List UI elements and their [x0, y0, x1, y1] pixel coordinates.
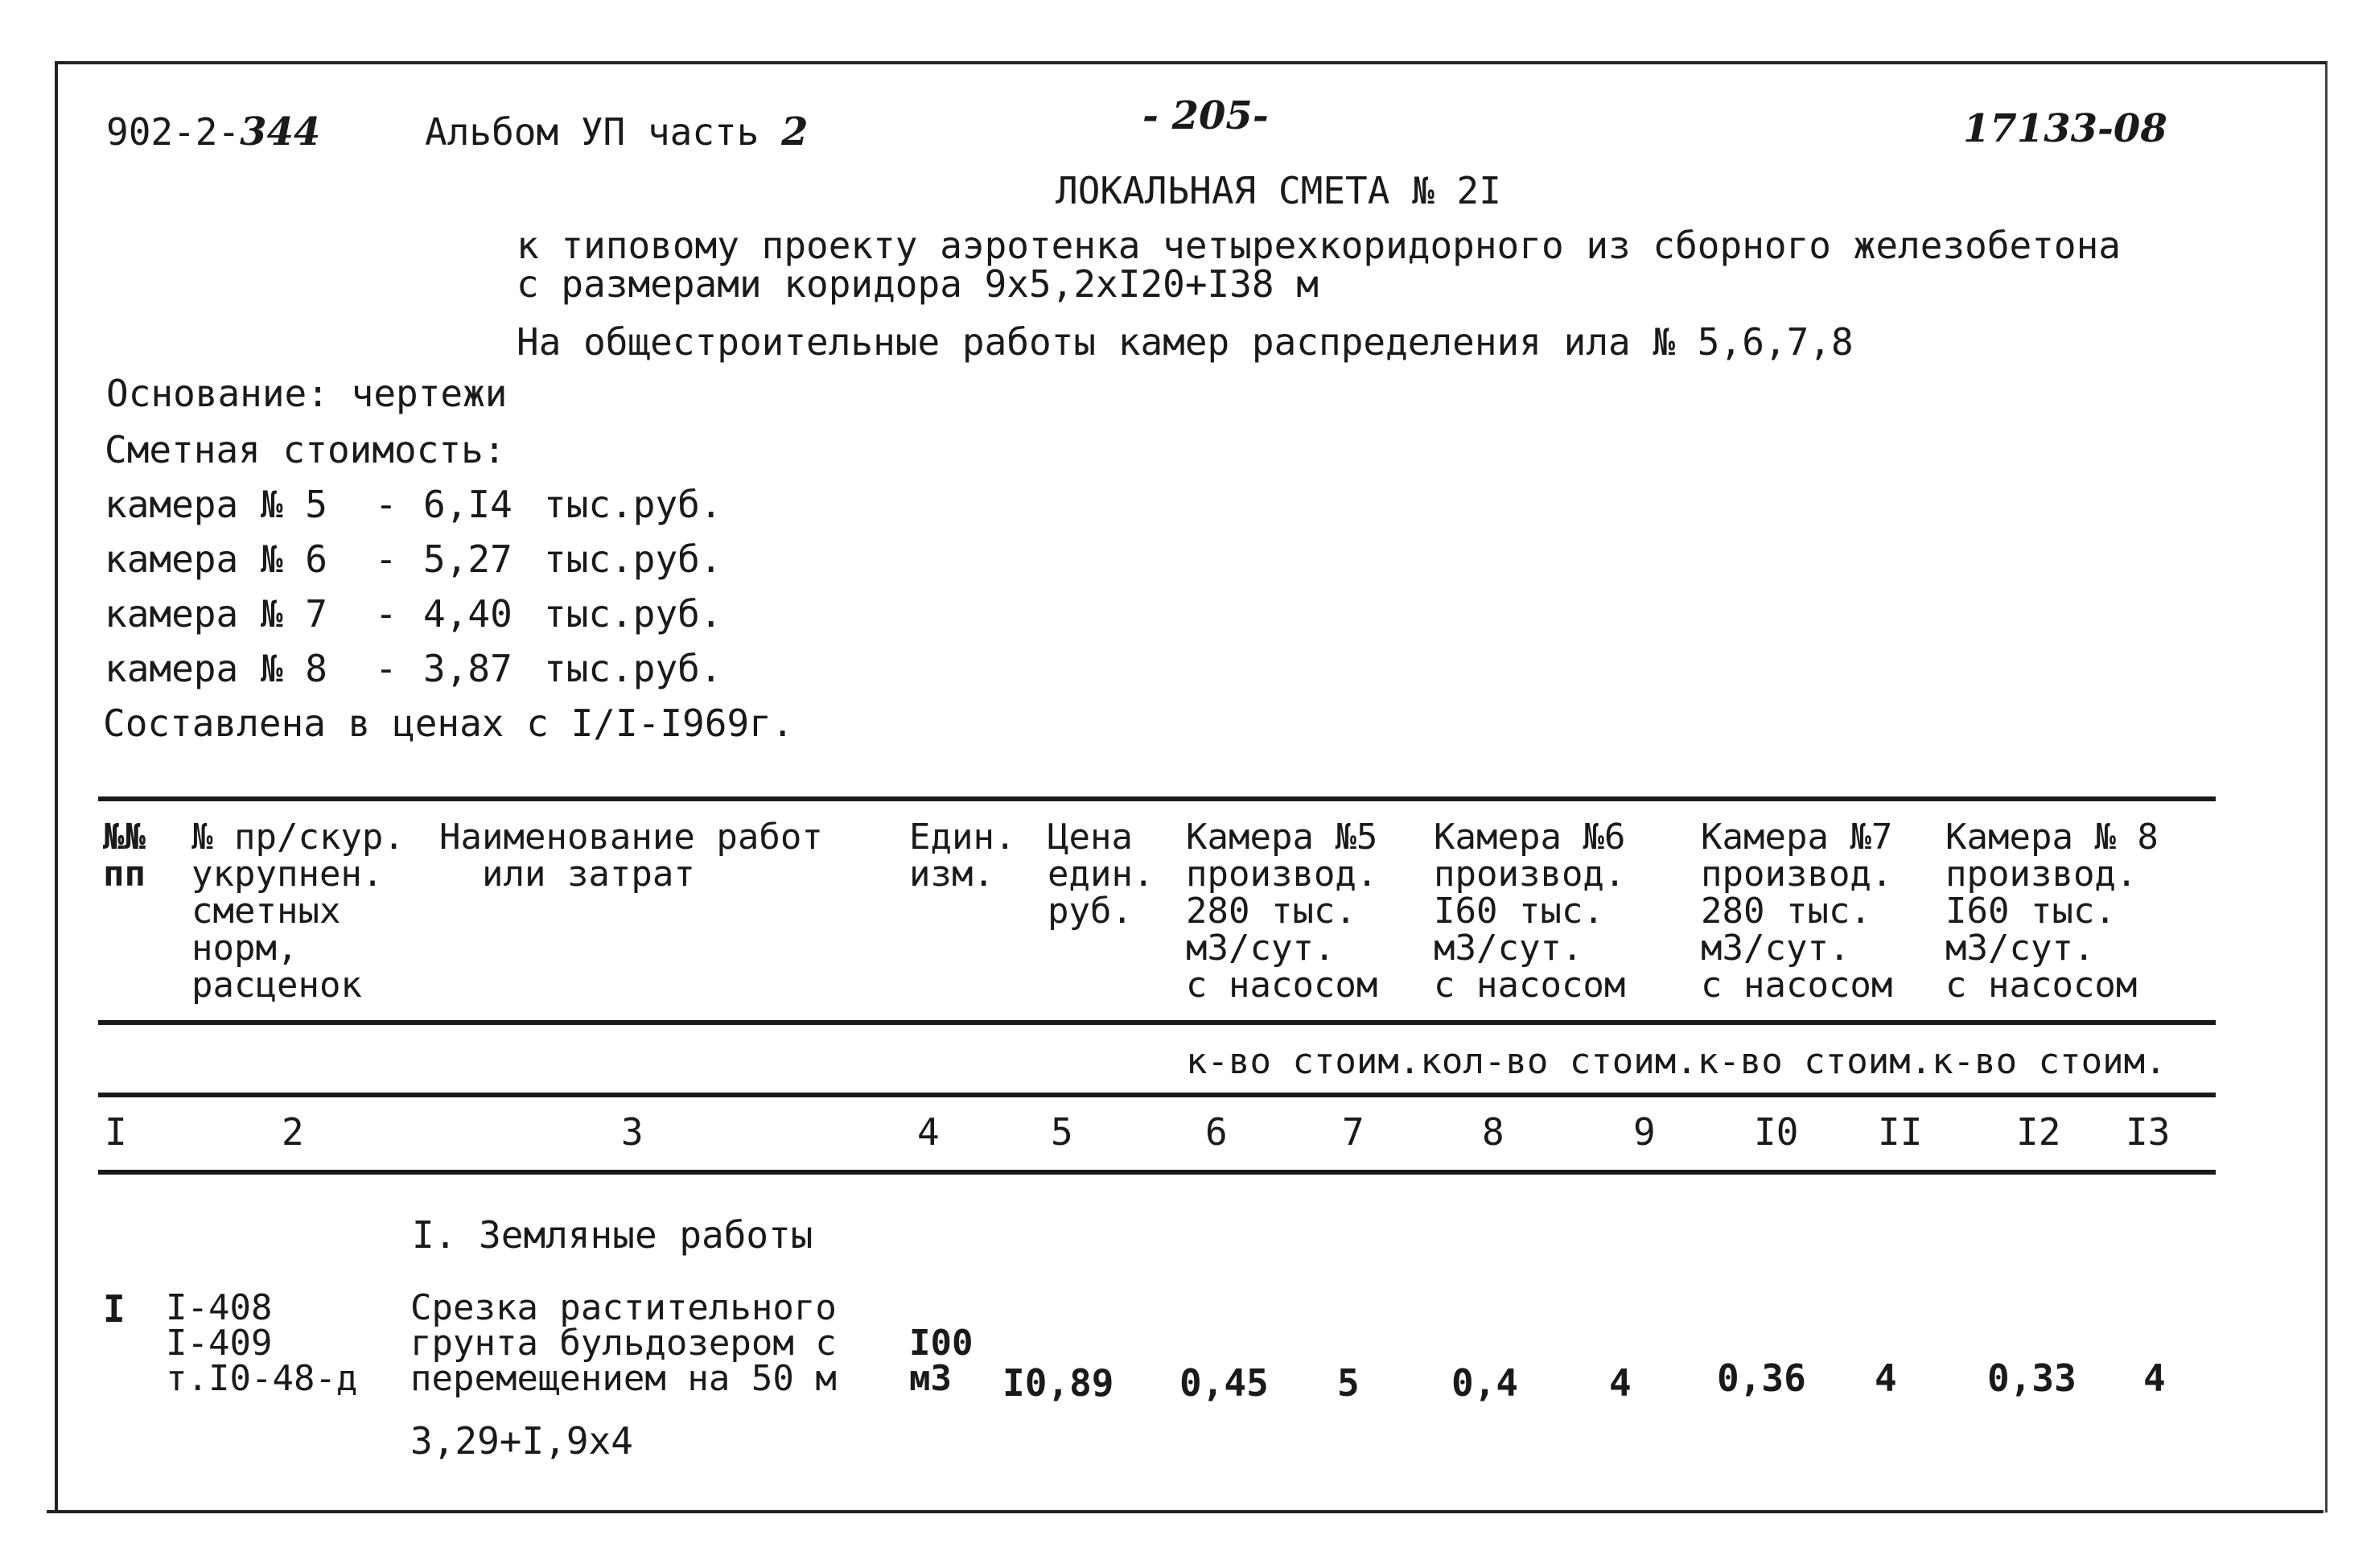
row-codes: I-408 I-409 т.I0-48-д [166, 1287, 358, 1399]
row-qty-chamber-5: 0,45 [1179, 1361, 1269, 1405]
estimate-heading: ЛОКАЛЬНАЯ СМЕТА № 2I [1056, 169, 1501, 212]
row-work-name: Срезка растительного грунта бульдозером с перемещением на 50 м [410, 1287, 837, 1399]
project-line-1: к типовому проекту аэротенка четырехкоридорного из сборного железобетона [517, 224, 2121, 267]
project-line-3: На общестроительные работы камер распределения ила № 5,6,7,8 [517, 320, 1854, 364]
quantity-cost-subheader: к-во стоим.кол-во стоим.к-во стоим.к-во стоим. [1186, 1041, 2167, 1082]
row-cost-chamber-5: 5 [1337, 1361, 1360, 1405]
column-number: 3 [621, 1110, 644, 1154]
row-qty-chamber-6: 0,4 [1451, 1361, 1519, 1405]
doc-code: 902-2-344 [106, 109, 321, 154]
cost-value: 6,I4 [423, 483, 512, 526]
prices-note: Составлена в ценах с I/I-I969г. [103, 702, 794, 745]
cost-name: камера № 5 [105, 483, 327, 526]
cost-value: 5,27 [423, 537, 512, 581]
column-number: I2 [2016, 1110, 2061, 1154]
row-qty-chamber-7: 0,36 [1717, 1356, 1806, 1400]
basis-line: Основание: чертежи [106, 372, 508, 415]
section-title: I. Земляные работы [412, 1213, 813, 1257]
row-formula: 3,29+I,9х4 [410, 1419, 633, 1463]
cost-name: камера № 6 [105, 537, 327, 581]
page-number: - 205- [1142, 93, 1269, 138]
header-col-chamber-7: Камера №7 производ. 280 тыс. м3/сут. с насосом [1701, 817, 1893, 1006]
header-col-chamber-8: Камера № 8 производ. I60 тыс. м3/сут. с насосом [1945, 817, 2159, 1006]
cost-name: камера № 7 [105, 592, 327, 636]
album-label: Альбом УП часть 2 [425, 109, 809, 154]
column-number-rule [98, 1170, 2216, 1175]
column-number: 8 [1482, 1110, 1504, 1154]
subheader-rule [98, 1093, 2216, 1097]
cost-unit: тыс.руб. [544, 647, 722, 690]
header-col-unit: Един. изм. [909, 817, 1016, 895]
column-number: I0 [1754, 1110, 1799, 1154]
cost-unit: тыс.руб. [544, 537, 722, 581]
header-col-chamber-5: Камера №5 производ. 280 тыс. м3/сут. с насосом [1186, 817, 1378, 1006]
column-number: 6 [1205, 1110, 1228, 1154]
column-number: 5 [1051, 1110, 1073, 1154]
column-number: I3 [2126, 1110, 2171, 1154]
row-cost-chamber-6: 4 [1609, 1361, 1632, 1405]
cost-label: Сметная стоимость: [105, 428, 506, 471]
column-number: 2 [282, 1110, 304, 1154]
page-frame-bottom [47, 1510, 2324, 1513]
row-cost-chamber-8: 4 [2143, 1356, 2166, 1400]
column-number: II [1878, 1110, 1923, 1154]
cost-unit: тыс.руб. [544, 483, 722, 526]
sheet-number: 17133-08 [1963, 106, 2167, 151]
project-line-2: с размерами коридора 9х5,2хI20+I38 м [517, 262, 1319, 306]
header-rule [98, 1020, 2216, 1025]
header-col-price: Цена един. руб. [1048, 817, 1155, 932]
row-number: I [103, 1287, 126, 1331]
column-number: 7 [1342, 1110, 1364, 1154]
cost-value: 4,40 [423, 592, 512, 636]
cost-name: камера № 8 [105, 647, 327, 690]
cost-dash: - [375, 647, 397, 690]
row-unit: I00 м3 [909, 1323, 973, 1399]
cost-dash: - [375, 592, 397, 636]
cost-unit: тыс.руб. [544, 592, 722, 636]
table-top-rule [98, 796, 2216, 801]
column-number: 4 [917, 1110, 940, 1154]
cost-value: 3,87 [423, 647, 512, 690]
header-col-num: №№ пп [103, 817, 146, 895]
cost-dash: - [375, 483, 397, 526]
column-number: 9 [1633, 1110, 1656, 1154]
row-qty-chamber-8: 0,33 [1987, 1356, 2077, 1400]
column-number: I [105, 1110, 127, 1154]
cost-dash: - [375, 537, 397, 581]
header-col-codes: № пр/скур. укрупнен. сметных норм, расценок [191, 817, 405, 1006]
row-cost-chamber-7: 4 [1875, 1356, 1897, 1400]
header-col-chamber-6: Камера №6 производ. I60 тыс. м3/сут. с насосом [1434, 817, 1626, 1006]
row-price: I0,89 [1002, 1361, 1114, 1405]
header-col-name: Наименование работ или затрат [439, 817, 823, 895]
